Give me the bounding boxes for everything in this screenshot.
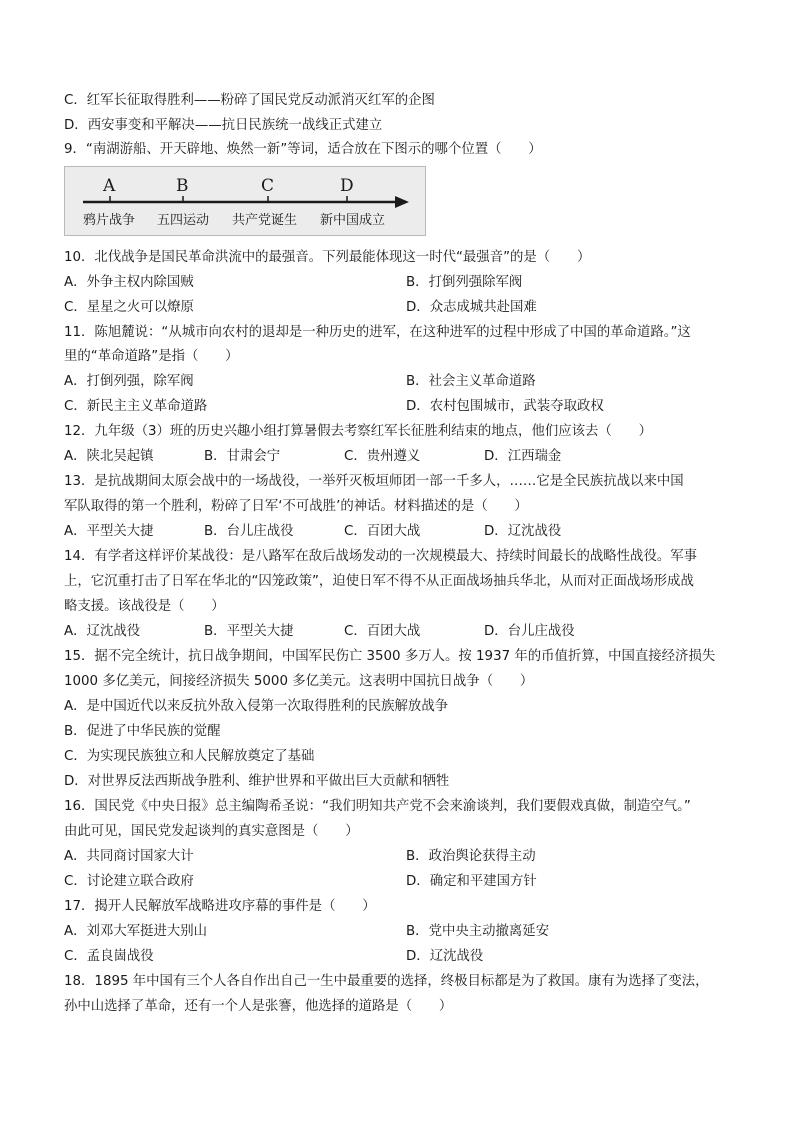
q15-option-a: A．是中国近代以来反抗外敌入侵第一次取得胜利的民族解放战争: [64, 699, 449, 714]
q11-option-d: D．农村包围城市，武装夺取政权: [406, 399, 604, 414]
q18-stem-line1: 18．1895 年中国有三个人各自作出自己一生中最重要的选择，终极目标都是为了救国。康有为选择了变法，: [64, 974, 709, 989]
q14-option-d: D．台儿庄战役: [484, 624, 575, 639]
q16-stem-line2: 由此可见，国民党发起谈判的真实意图是（ ）: [64, 824, 359, 839]
q13-stem-line2: 军队取得的第一个胜利，粉碎了日军‘不可战胜’的神话。材料描述的是（ ）: [64, 499, 528, 514]
q16-option-d: D．确定和平建国方针: [406, 874, 537, 889]
q11-option-a: A．打倒列强，除军阀: [64, 374, 194, 389]
timeline-letter-a: A: [103, 176, 116, 196]
timeline-label-cpc-founded: 共产党诞生: [232, 213, 298, 228]
q11-stem-line2: 里的“革命道路”是指（ ）: [64, 349, 239, 364]
q13-option-c: C．百团大战: [344, 524, 421, 539]
q14-stem-line3: 略支援。该战役是（ ）: [64, 599, 225, 614]
q12-option-d: D．江西瑞金: [484, 449, 562, 464]
q12-option-b: B．甘肃会宁: [204, 449, 281, 464]
q11-option-b: B．社会主义革命道路: [406, 374, 536, 389]
q11-options-row1: [64, 373, 536, 391]
q17-option-c: C．孟良崮战役: [64, 949, 154, 964]
timeline-letter-d: D: [340, 176, 354, 196]
q16-option-c: C．讨论建立联合政府: [64, 874, 194, 889]
q16-option-a: A．共同商讨国家大计: [64, 849, 194, 864]
q16-options-row1: [64, 848, 536, 866]
q10-option-d: D．众志成城共赴国难: [406, 300, 537, 315]
q17-options-row2: [64, 948, 484, 966]
timeline-letter-c: C: [261, 176, 275, 196]
q11-stem-line1: 11．陈旭麓说：“从城市向农村的退却是一种历史的进军，在这种进军的过程中形成了中国的革命道路。”这: [64, 325, 691, 340]
q13-option-b: B．台儿庄战役: [204, 524, 294, 539]
q11-options-row2: [64, 398, 604, 416]
q14-stem-line2: 上，它沉重打击了日军在华北的“囚笼政策”，迫使日军不得不从正面战场抽兵华北，从而对正面战场形成战: [64, 574, 694, 589]
q17-option-d: D．辽沈战役: [406, 949, 484, 964]
q15-stem-line1: 15．据不完全统计，抗日战争期间，中国军民伤亡 3500 多万人。按 1937 年的币值折算，中国直接经济损失: [64, 649, 716, 664]
q14-stem-line1: 14．有学者这样评价某战役：是八路军在敌后战场发动的一次规模最大、持续时间最长的战略性战役。军事: [64, 549, 698, 564]
q17-option-a: A．刘邓大军挺进大别山: [64, 924, 208, 939]
timeline-figure: [64, 166, 426, 236]
timeline-label-prc-founded: 新中国成立: [320, 213, 386, 228]
q8-option-d: D．西安事变和平解决——抗日民族统一战线正式建立: [64, 118, 383, 133]
q10-option-a: A．外争主权内除国贼: [64, 275, 194, 290]
q13-option-a: A．平型关大捷: [64, 524, 154, 539]
timeline-label-may-fourth: 五四运动: [157, 213, 210, 228]
q15-option-c: C．为实现民族独立和人民解放奠定了基础: [64, 749, 315, 764]
q15-option-b: B．促进了中华民族的觉醒: [64, 724, 221, 739]
q12-option-c: C．贵州遵义: [344, 449, 421, 464]
q10-stem: 10．北伐战争是国民革命洪流中的最强音。下列最能体现这一时代“最强音”的是（ ）: [64, 250, 591, 265]
q15-option-d: D．对世界反法西斯战争胜利、维护世界和平做出巨大贡献和牺牲: [64, 774, 450, 789]
q13-option-d: D．辽沈战役: [484, 524, 562, 539]
timeline-letter-b: B: [176, 176, 189, 196]
q12-option-a: A．陕北吴起镇: [64, 449, 154, 464]
q10-options-row2: [64, 299, 537, 317]
q14-option-c: C．百团大战: [344, 624, 421, 639]
q9-stem: 9．“南湖游船、开天辟地、焕然一新”等词，适合放在下图示的哪个位置（ ）: [64, 142, 542, 157]
q8-option-c: C．红军长征取得胜利——粉碎了国民党反动派消灭红军的企图: [64, 93, 435, 108]
q14-option-b: B．平型关大捷: [204, 624, 294, 639]
q17-option-b: B．党中央主动撤离延安: [406, 924, 550, 939]
q16-stem-line1: 16．国民党《中央日报》总主编陶希圣说：“我们明知共产党不会来渝谈判，我们要假戏真做，制造空气。”: [64, 799, 691, 814]
q12-stem: 12．九年级（3）班的历史兴趣小组打算暑假去考察红军长征胜利结束的地点，他们应该去（ ）: [64, 424, 652, 439]
q13-stem-line1: 13．是抗战期间太原会战中的一场战役，一举歼灭板垣师团一部一千多人，……它是全民族抗战以来中国: [64, 474, 684, 489]
q10-option-c: C．星星之火可以燎原: [64, 300, 194, 315]
q10-option-b: B．打倒列强除军阀: [406, 275, 523, 290]
q18-stem-line2: 孙中山选择了革命，还有一个人是张謇，他选择的道路是（ ）: [64, 999, 453, 1014]
q17-stem: 17．揭开人民解放军战略进攻序幕的事件是（ ）: [64, 899, 376, 914]
q15-stem-line2: 1000 多亿美元，间接经济损失 5000 多亿美元。这表明中国抗日战争（ ）: [64, 674, 534, 689]
timeline-label-opium-war: 鸦片战争: [83, 213, 136, 228]
q11-option-c: C．新民主主义革命道路: [64, 399, 208, 414]
q16-option-b: B．政治舆论获得主动: [406, 849, 536, 864]
q17-options-row1: [64, 923, 550, 941]
q16-options-row2: [64, 873, 537, 891]
q14-option-a: A．辽沈战役: [64, 624, 141, 639]
q10-options-row1: [64, 274, 523, 292]
